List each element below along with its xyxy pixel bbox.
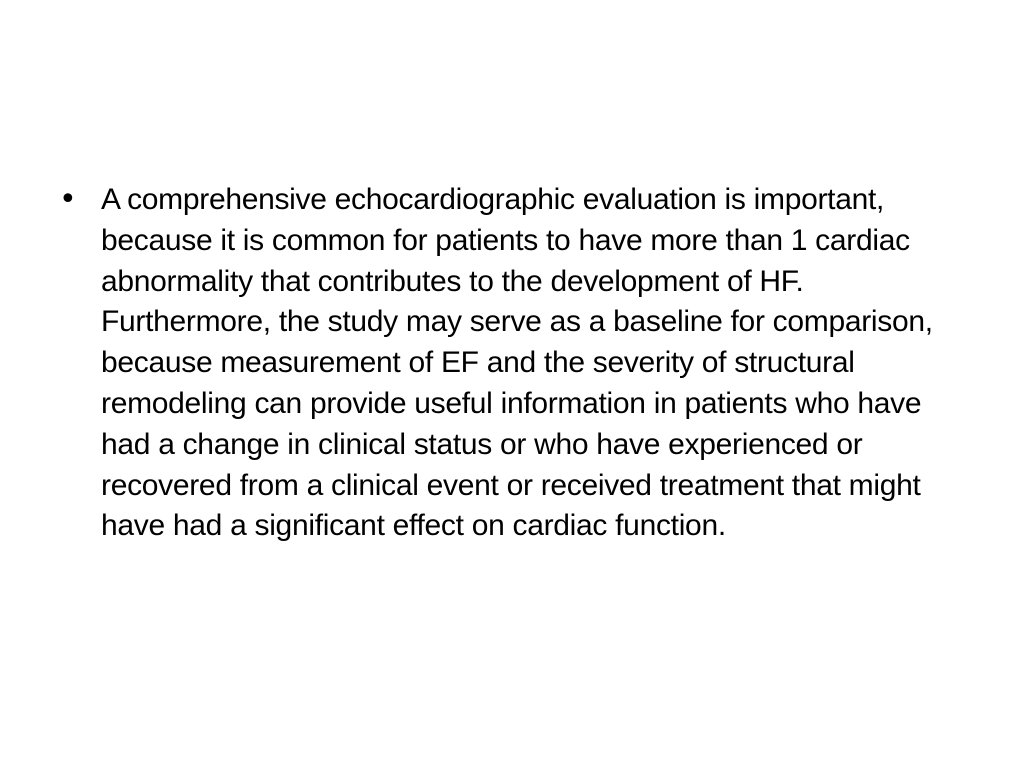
bullet-item (56, 180, 976, 547)
slide-body (56, 180, 976, 547)
bullet-icon: • (59, 182, 77, 217)
bullet-text: A comprehensive echocardiographic evaluation is important, because it is common for patients to have more than 1 cardiac abnormality that contributes to the development of HF. Furthermore, the study may serve as a baseline for comparison, because measurement of EF and the severity of structural remodeling can provide useful information in patients who have had a change in clinical status or who have experienced or recovered from a clinical event or received treatment that might have had a significant effect on cardiac function. (101, 183, 933, 543)
bullet-list (56, 180, 976, 547)
